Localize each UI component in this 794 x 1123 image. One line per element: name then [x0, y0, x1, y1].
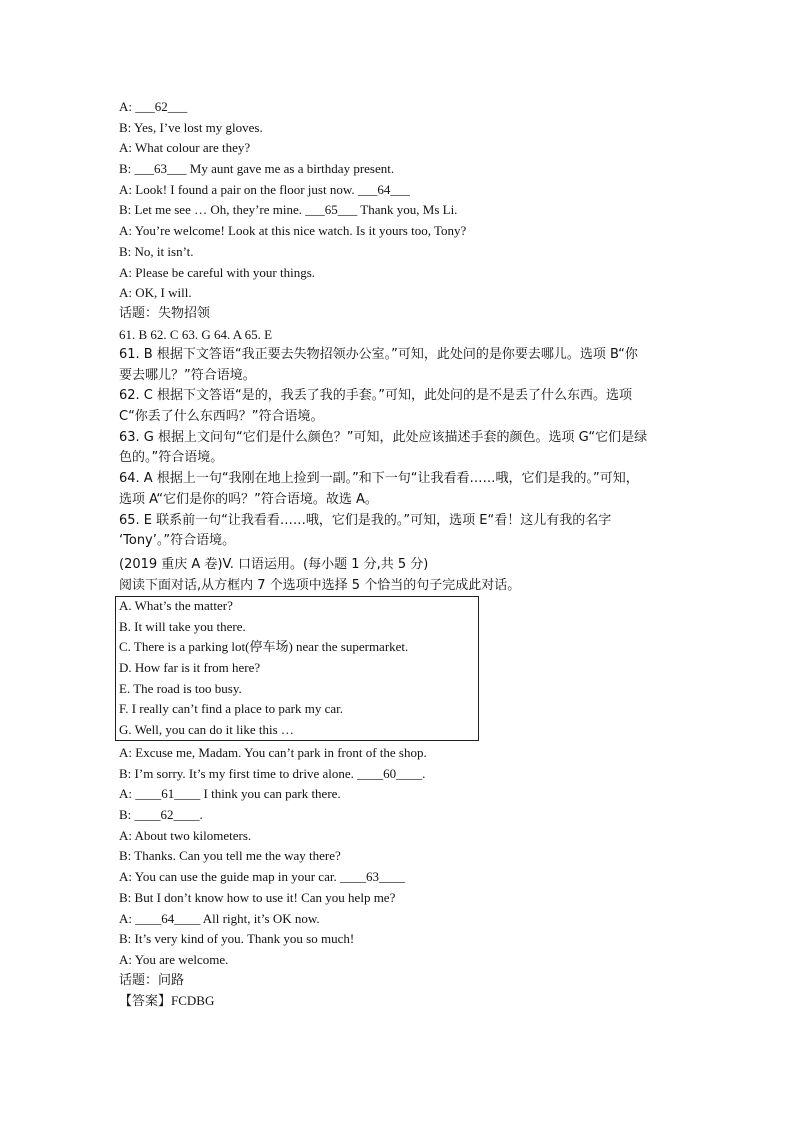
option-item: C. There is a parking lot(停车场) near the supermarket.: [119, 639, 409, 655]
answer-value: FCDBG: [171, 993, 215, 1009]
option-item: E. The road is too busy.: [119, 680, 242, 696]
dialogue-line: A: OK, I will.: [119, 285, 192, 301]
dialogue-line: B: I’m sorry. It’s my first time to drive alone. ____60____.: [119, 765, 426, 781]
explanation-line: 65. E 联系前一句“让我看看……哦，它们是我的。”可知，选项 E“看！这儿有我的名字: [119, 512, 612, 528]
dialogue-1: [119, 97, 679, 345]
option-item: F. I really can’t find a place to park my car.: [119, 701, 343, 717]
explanation-line: 62. C 根据下文答语“是的，我丢了我的手套。”可知，此处问的是不是丢了什么东西。选项: [119, 388, 632, 404]
section-2-header: [119, 555, 679, 596]
explanation-line: ‘Tony’。”符合语境。: [119, 533, 236, 549]
dialogue-2: [119, 743, 679, 1012]
final-answer: [119, 991, 679, 1012]
dialogue-line: A: Look! I found a pair on the floor just now. ___64___: [119, 181, 410, 197]
explanation-line: 要去哪儿？”符合语境。: [119, 367, 256, 383]
dialogue-line: B: ___63___ My aunt gave me as a birthday present.: [119, 161, 395, 177]
dialogue-line: B: Yes, I’ve lost my gloves.: [119, 119, 263, 135]
option-item: A. What’s the matter?: [119, 598, 233, 613]
dialogue-line: A: You are welcome.: [119, 951, 229, 967]
dialogue-line: A: ____64____ All right, it’s OK now.: [119, 910, 320, 926]
dialogue-line: B: It’s very kind of you. Thank you so much!: [119, 931, 355, 947]
answer-label: 【答案】: [119, 994, 172, 1010]
dialogue-line: B: No, it isn’t.: [119, 243, 194, 259]
dialogue-line: A: About two kilometers.: [119, 827, 252, 843]
instruction-text: 阅读下面对话,从方框内 7 个选项中选择 5 个恰当的句子完成此对话。: [119, 577, 521, 593]
dialogue-line: A: You can use the guide map in your car. ____63____: [119, 869, 405, 885]
dialogue-line: A: You’re welcome! Look at this nice watch. Is it yours too, Tony?: [119, 223, 467, 239]
dialogue-line: A: Excuse me, Madam. You can’t park in front of the shop.: [119, 745, 427, 760]
dialogue-line: A: What colour are they?: [119, 140, 251, 156]
explanation-line: 63. G 根据上文问句“它们是什么颜色？”可知，此处应该描述手套的颜色。选项 G“它们是绿: [119, 429, 648, 445]
dialogue-line: B: Thanks. Can you tell me the way there?: [119, 848, 341, 864]
explanations: [119, 345, 679, 552]
dialogue-line: A: ___62___: [119, 99, 188, 114]
option-item: B. It will take you there.: [119, 618, 246, 634]
section-title: (2019 重庆 A 卷)V. 口语运用。(每小题 1 分,共 5 分): [119, 557, 429, 572]
option-item: G. Well, you can do it like this …: [119, 722, 294, 738]
dialogue-line: B: ____62____.: [119, 807, 203, 823]
explanation-line: C“你丢了什么东西吗？”符合语境。: [119, 409, 324, 425]
explanation-line: 选项 A“它们是你的吗？”符合语境。故选 A。: [119, 491, 378, 507]
explanation-line: 色的。”符合语境。: [119, 450, 224, 466]
option-item: D. How far is it from here?: [119, 660, 261, 676]
explanation-line: 61. B 根据下文答语“我正要去失物招领办公室。”可知，此处问的是你要去哪儿。选项 B“你: [119, 347, 638, 362]
dialogue-line: A: ____61____ I think you can park there.: [119, 786, 341, 802]
answer-key: 61. B 62. C 63. G 64. A 65. E: [119, 326, 273, 342]
explanation-line: 64. A 根据上一句“我刚在地上捡到一副。”和下一句“让我看看……哦，它们是我的。”可知，: [119, 471, 639, 487]
topic-label: 话题：失物招领: [119, 305, 211, 321]
topic-label: 话题：问路: [119, 972, 185, 988]
dialogue-line: A: Please be careful with your things.: [119, 264, 316, 280]
dialogue-line: B: Let me see … Oh, they’re mine. ___65___ Thank you, Ms Li.: [119, 202, 458, 218]
dialogue-line: B: But I don’t know how to use it! Can you help me?: [119, 889, 396, 905]
options-list: [119, 596, 474, 741]
